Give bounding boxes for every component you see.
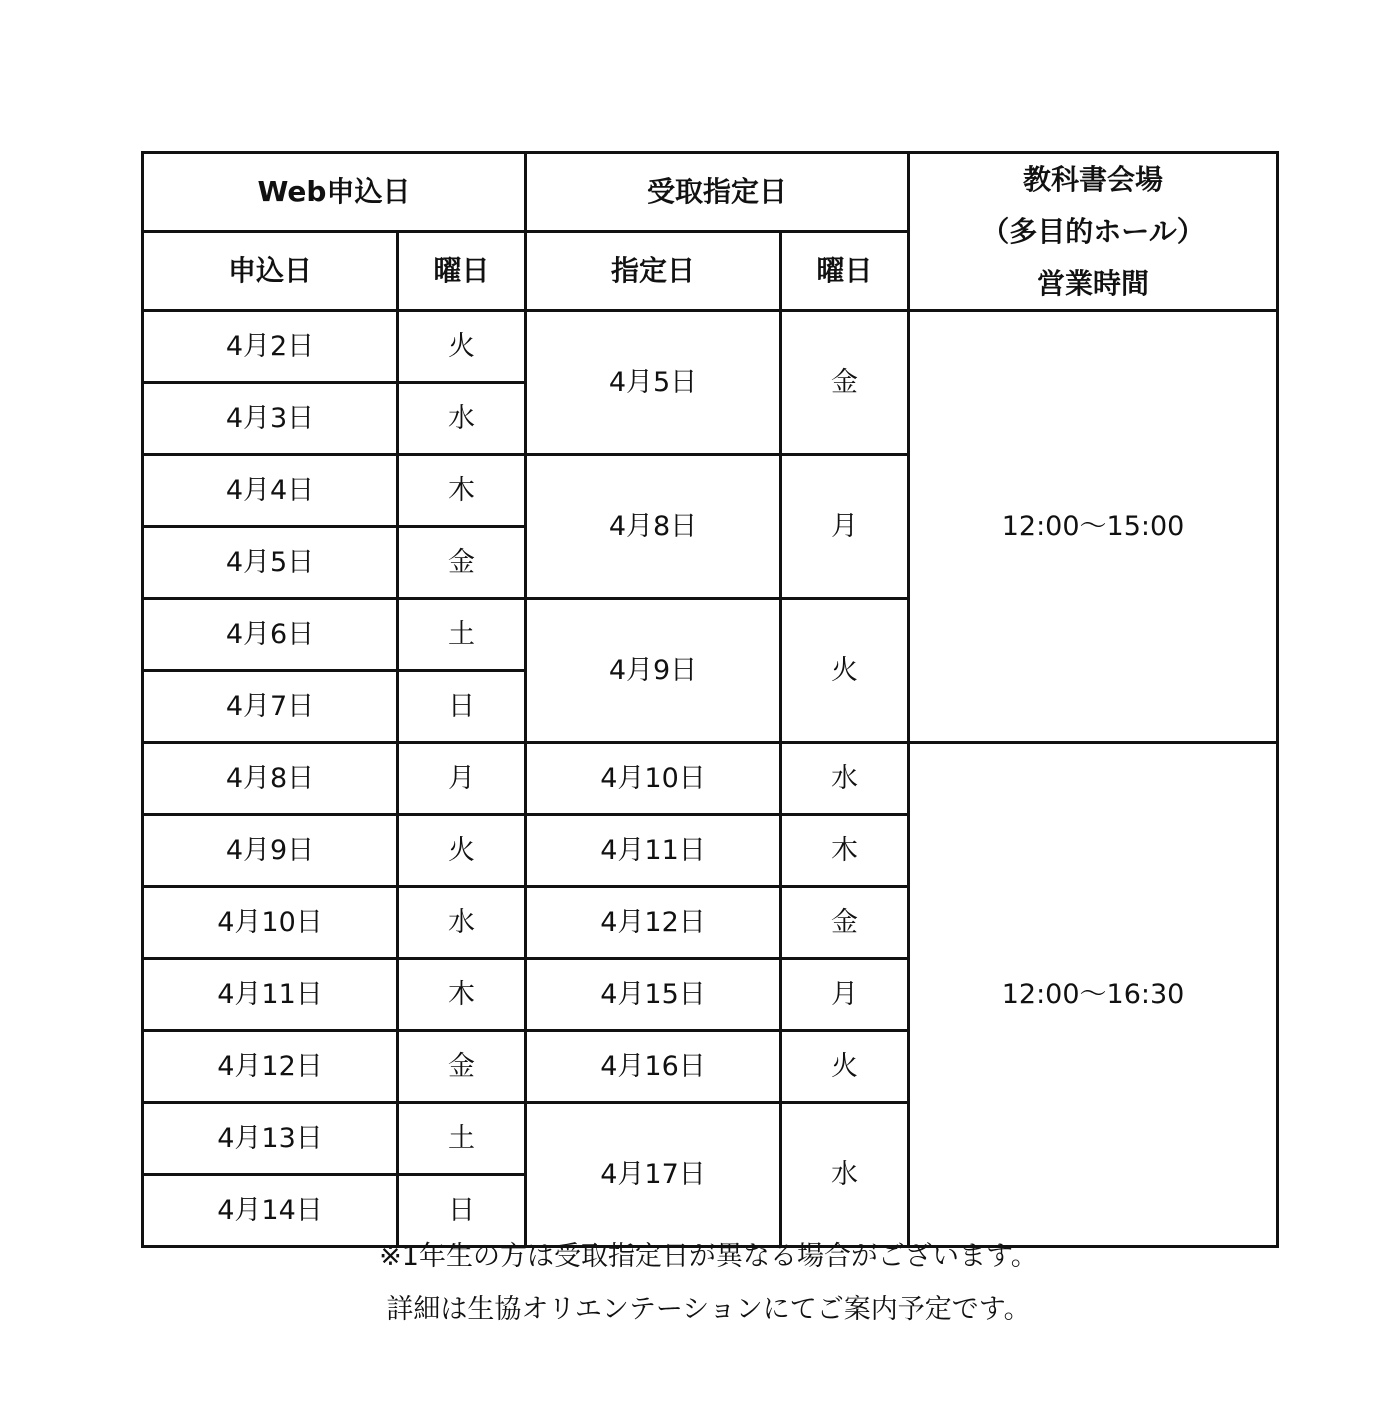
apply-date-cell: 4月4日 (143, 455, 398, 527)
apply-weekday-cell: 日 (398, 1175, 526, 1247)
apply-date-cell: 4月2日 (143, 311, 398, 383)
header-apply-date: 申込日 (143, 232, 398, 311)
pickup-date-cell: 4月5日 (526, 311, 781, 455)
apply-date-cell: 4月5日 (143, 527, 398, 599)
apply-weekday-cell: 木 (398, 455, 526, 527)
header-pickup: 受取指定日 (526, 153, 909, 232)
pickup-date-cell: 4月12日 (526, 887, 781, 959)
pickup-weekday-cell: 水 (781, 743, 909, 815)
pickup-date-cell: 4月8日 (526, 455, 781, 599)
pickup-date-cell: 4月9日 (526, 599, 781, 743)
pickup-date-cell: 4月10日 (526, 743, 781, 815)
apply-weekday-cell: 火 (398, 815, 526, 887)
apply-date-cell: 4月9日 (143, 815, 398, 887)
pickup-date-cell: 4月11日 (526, 815, 781, 887)
venue-hours-cell: 12:00～15:00 (909, 311, 1278, 743)
header-venue-line3: 営業時間 (1037, 266, 1150, 300)
apply-date-cell: 4月11日 (143, 959, 398, 1031)
pickup-date-cell: 4月16日 (526, 1031, 781, 1103)
apply-date-cell: 4月8日 (143, 743, 398, 815)
note-line: ※1年生の方は受取指定日が異なる場合がございます。 (379, 1241, 1038, 1272)
table-row (143, 743, 1278, 815)
pickup-weekday-cell: 金 (781, 887, 909, 959)
header-web-apply: Web申込日 (143, 153, 526, 232)
apply-weekday-cell: 日 (398, 671, 526, 743)
apply-date-cell: 4月10日 (143, 887, 398, 959)
apply-date-cell: 4月7日 (143, 671, 398, 743)
pickup-weekday-cell: 月 (781, 455, 909, 599)
apply-weekday-cell: 金 (398, 1031, 526, 1103)
header-venue-line1: 教科書会場 (1023, 163, 1164, 196)
header-venue-hours (909, 153, 1278, 311)
pickup-weekday-cell: 水 (781, 1103, 909, 1247)
apply-date-cell: 4月6日 (143, 599, 398, 671)
schedule-table (141, 151, 1279, 1248)
apply-date-cell: 4月13日 (143, 1103, 398, 1175)
pickup-weekday-cell: 火 (781, 599, 909, 743)
pickup-weekday-cell: 月 (781, 959, 909, 1031)
apply-weekday-cell: 木 (398, 959, 526, 1031)
pickup-date-cell: 4月15日 (526, 959, 781, 1031)
footnotes (141, 1230, 1276, 1336)
venue-hours-cell: 12:00～16:30 (909, 743, 1278, 1247)
pickup-weekday-cell: 木 (781, 815, 909, 887)
apply-weekday-cell: 火 (398, 311, 526, 383)
apply-weekday-cell: 土 (398, 599, 526, 671)
header-row-1 (143, 153, 1278, 232)
apply-date-cell: 4月3日 (143, 383, 398, 455)
pickup-date-cell: 4月17日 (526, 1103, 781, 1247)
pickup-weekday-cell: 金 (781, 311, 909, 455)
note-line: 詳細は生協オリエンテーションにてご案内予定です。 (386, 1294, 1031, 1325)
apply-weekday-cell: 水 (398, 887, 526, 959)
apply-date-cell: 4月14日 (143, 1175, 398, 1247)
apply-weekday-cell: 月 (398, 743, 526, 815)
header-designated-weekday: 曜日 (781, 232, 909, 311)
apply-weekday-cell: 土 (398, 1103, 526, 1175)
apply-weekday-cell: 金 (398, 527, 526, 599)
header-designated-date: 指定日 (526, 232, 781, 311)
pickup-weekday-cell: 火 (781, 1031, 909, 1103)
header-apply-weekday: 曜日 (398, 232, 526, 311)
apply-weekday-cell: 水 (398, 383, 526, 455)
header-venue-line2: （多目的ホール） (981, 214, 1205, 248)
table-row (143, 311, 1278, 383)
apply-date-cell: 4月12日 (143, 1031, 398, 1103)
